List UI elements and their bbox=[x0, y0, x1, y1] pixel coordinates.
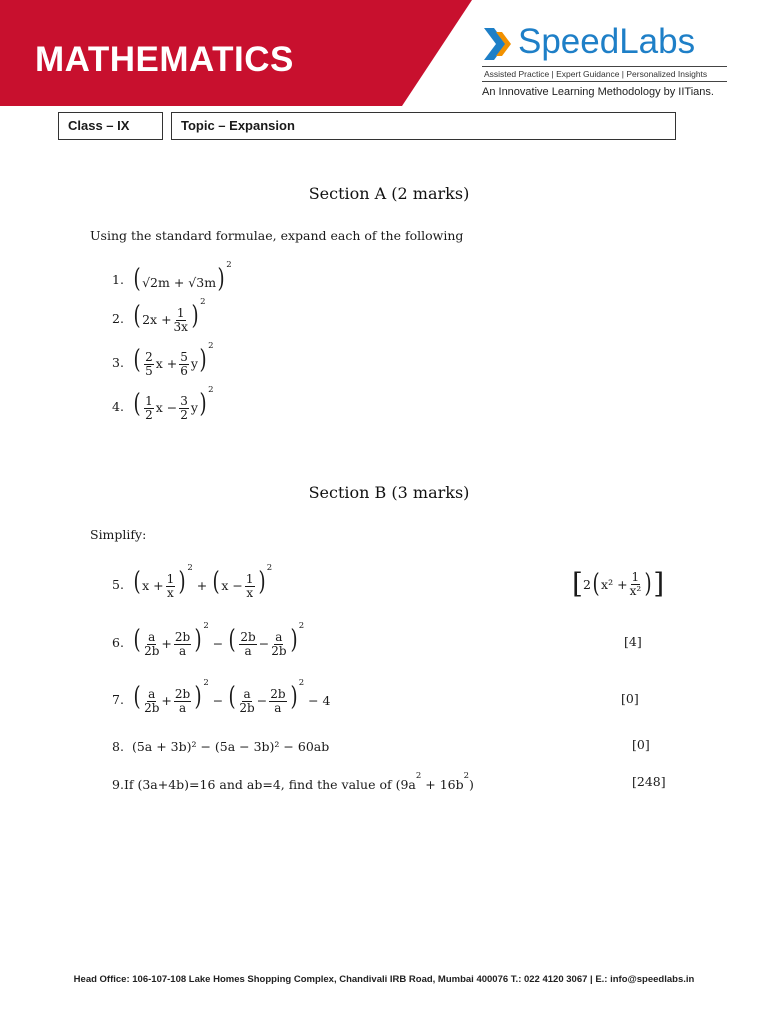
speedlabs-logo bbox=[482, 22, 732, 102]
question-number: 4. bbox=[112, 398, 124, 414]
question-number: 5. bbox=[112, 576, 124, 592]
expression: ( x + $\frac{1}{x}$ ) $^2$ + ( x − $\frac{1}{x}$ ) $^2$ bbox=[133, 562, 273, 600]
question-number: 7. bbox=[112, 691, 124, 707]
question-number: 8. bbox=[112, 738, 124, 754]
question-5 bbox=[112, 562, 273, 602]
question-number: 2. bbox=[112, 310, 124, 326]
expression: ( $\frac{a}{2b}$ + $\frac{2b}{a}$ ) $^2$ − ( $\frac{a}{2b}$ − $\frac{2b}{a}$ ) $^2$ − 4 bbox=[133, 677, 331, 715]
section-a-instruction: Using the standard formulae, expand each of the following bbox=[90, 228, 464, 243]
section-b-title: Section B (3 marks) bbox=[308, 483, 470, 502]
expression: ( 2x + $\frac{1}{3x}$ ) $^2$ bbox=[133, 296, 206, 334]
logo-subtitle: An Innovative Learning Methodology by IITians. bbox=[482, 86, 714, 98]
expression: (5a + 3b)² − (5a − 3b)² − 60ab bbox=[131, 738, 330, 754]
section-b-instruction: Simplify: bbox=[90, 527, 147, 542]
question-8 bbox=[112, 736, 329, 756]
topic-box: Topic – Expansion bbox=[171, 112, 676, 140]
footer-address: Head Office: 106-107-108 Lake Homes Shopping Complex, Chandivali IRB Road, Mumbai 400076 T.: 022 4120 3067 | E.: info@speedlabs.in bbox=[73, 974, 695, 985]
section-a-title: Section A (2 marks) bbox=[308, 184, 470, 203]
question-7 bbox=[112, 677, 331, 717]
chevron-logo-icon bbox=[482, 26, 514, 62]
header-banner bbox=[0, 0, 768, 106]
expression: ( √2m + √3m) $^2$ bbox=[133, 260, 232, 294]
logo-wordmark: SpeedLabs bbox=[518, 22, 696, 61]
question-number: 6. bbox=[112, 634, 124, 650]
question-9 bbox=[112, 770, 474, 794]
expression: ( $\frac{1}{2}$ x − $\frac{3}{2}$ y) $^2$ bbox=[133, 384, 214, 422]
question-6 bbox=[112, 620, 305, 660]
answer-7: [0] bbox=[621, 691, 639, 706]
logo-tagline: Assisted Practice | Expert Guidance | Personalized Insights bbox=[482, 66, 727, 82]
question-9-text: If (3a+4b)=16 and ab=4, find the value of $(9a^2 + 16b^2)$ bbox=[123, 770, 474, 792]
answer-6: [4] bbox=[624, 634, 642, 649]
answer-9: [248] bbox=[632, 774, 666, 789]
question-number: 9. bbox=[112, 776, 124, 792]
answer-8: [0] bbox=[632, 737, 650, 752]
expression: ( $\frac{a}{2b}$ + $\frac{2b}{a}$ ) $^2$ − ( $\frac{2b}{a}$ − $\frac{a}{2b}$ ) $^2$ bbox=[133, 620, 305, 658]
class-box: Class – IX bbox=[58, 112, 163, 140]
question-3 bbox=[112, 340, 214, 380]
subject-title: MATHEMATICS bbox=[35, 40, 294, 79]
question-1 bbox=[112, 260, 232, 294]
question-4 bbox=[112, 384, 214, 424]
expression: ( $\frac{2}{5}$ x + $\frac{5}{6}$ y) $^2$ bbox=[133, 340, 214, 378]
answer-5: [ 2 ( x² + $\frac{1}{\text{x²}}$ ) ] bbox=[572, 567, 665, 600]
question-2 bbox=[112, 296, 206, 336]
question-number: 3. bbox=[112, 354, 124, 370]
question-number: 1. bbox=[112, 271, 124, 287]
